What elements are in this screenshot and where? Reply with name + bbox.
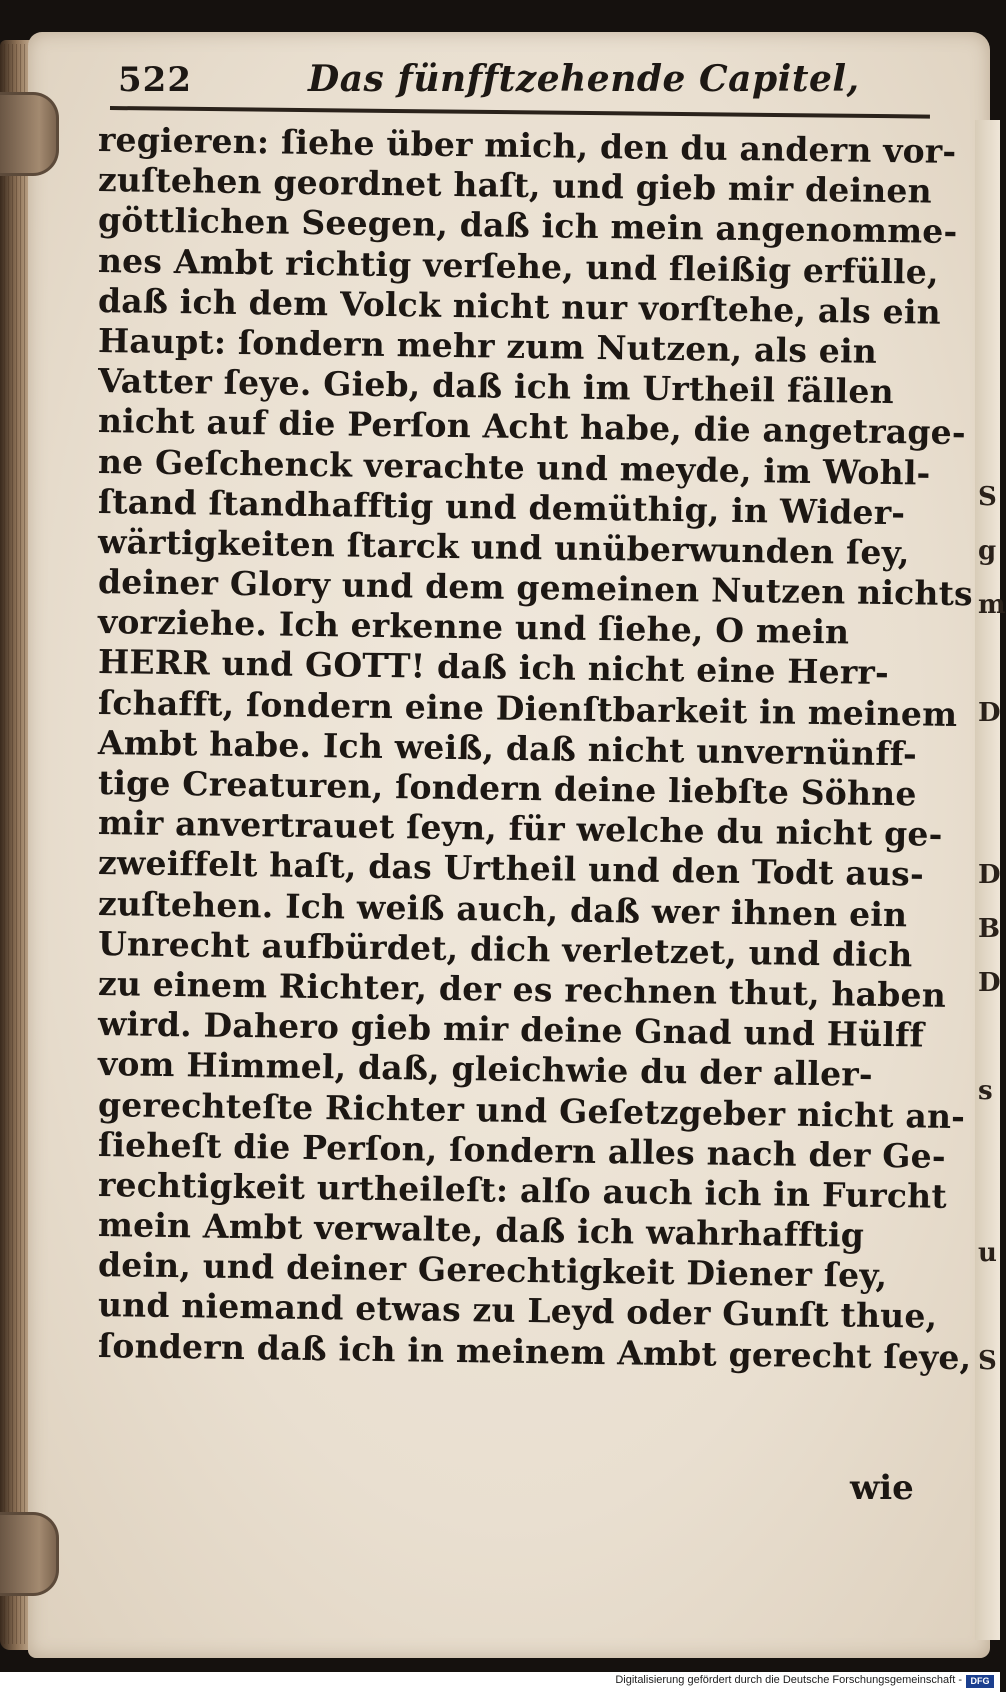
text-line: gerechteſte Richter und Geſetzgeber nicht an-: [97, 1084, 966, 1136]
catchword: wie: [850, 1468, 914, 1508]
text-line: zuſtehen. Ich weiß auch, daß wer ihnen ein: [97, 883, 908, 934]
text-line: Vatter ſeye. Gieb, daß ich im Urtheil fällen: [97, 361, 895, 412]
text-line: nes Ambt richtig verſehe, und fleißig erfülle,: [97, 240, 939, 292]
text-line: ſondern daß ich in meinem Ambt gerecht ſeye,: [97, 1325, 972, 1377]
text-line: regieren: ſiehe über mich, den du andern vor-: [97, 120, 957, 171]
text-line: deiner Glory und dem gemeinen Nutzen nichts: [97, 562, 974, 614]
body-text: [97, 120, 974, 1377]
text-line: zuſtehen geordnet haſt, und gieb mir deinen: [97, 160, 933, 211]
text-line: ſtand ſtandhafftig und demüthig, in Wider-: [97, 481, 906, 532]
text-line: vom Himmel, daß, gleichwie du der aller-: [97, 1044, 874, 1095]
text-line: rechtigkeit urtheileſt: alſo auch ich in Furcht: [97, 1164, 948, 1216]
footer-credit: Digitalisierung gefördert durch die Deutsche Forschungsgemeinschaft -: [615, 1674, 962, 1686]
text-line: ne Geſchenck verachte und meyde, im Wohl-: [97, 441, 931, 493]
text-line: HERR und GOTT! daß ich nicht eine Herr-: [97, 642, 890, 693]
text-line: mein Ambt verwalte, daß ich wahrhafftig: [97, 1205, 865, 1255]
page-number: 522: [118, 60, 192, 100]
digitization-footer: [0, 1672, 1000, 1692]
page-clip-top: [0, 92, 59, 176]
text-line: ſchafft, ſondern eine Dienſtbarkeit in meinem: [97, 682, 958, 734]
text-line: wärtigkeiten ſtarck und unüberwunden ſey,: [97, 521, 910, 573]
text-line: Unrecht aufbürdet, dich verletzet, und dich: [97, 923, 913, 975]
text-line: Ambt habe. Ich weiß, daß nicht unvernünff-: [97, 722, 918, 774]
next-page-glyphs: S g m D D B D s u S: [978, 482, 1006, 1376]
text-line: Haupt: ſondern mehr zum Nutzen, als ein: [97, 320, 878, 371]
text-line: göttlichen Seegen, daß ich mein angenomme-: [97, 200, 958, 252]
text-line: tige Creaturen, ſondern deine liebſte Söhne: [97, 763, 917, 814]
text-line: zweiffelt haſt, das Urtheil und den Todt aus-: [97, 843, 925, 894]
text-line: mir anvertrauet ſeyn, für welche du nicht ge-: [97, 803, 943, 854]
text-line: nicht auf die Perſon Acht habe, die angetrage-: [97, 401, 967, 453]
running-title: Das fünfftzehende Capitel,: [308, 58, 860, 100]
text-line: vorziehe. Ich erkenne und ſiehe, O mein: [97, 602, 850, 652]
text-line: daß ich dem Volck nicht nur vorſtehe, als ein: [97, 280, 942, 332]
text-line: und niemand etwas zu Leyd oder Gunſt thue,: [97, 1285, 938, 1337]
text-line: dein, und deiner Gerechtigkeit Diener ſey,: [97, 1245, 888, 1296]
page-clip-bottom: [0, 1512, 59, 1596]
text-line: zu einem Richter, der es rechnen thut, haben: [97, 963, 947, 1015]
text-line: ſieheſt die Perſon, ſondern alles nach der Ge-: [97, 1124, 947, 1176]
text-line: wird. Dahero gieb mir deine Gnad und Hülff: [97, 1004, 925, 1055]
page-header: [118, 58, 938, 110]
dfg-logo: DFG: [966, 1675, 994, 1688]
